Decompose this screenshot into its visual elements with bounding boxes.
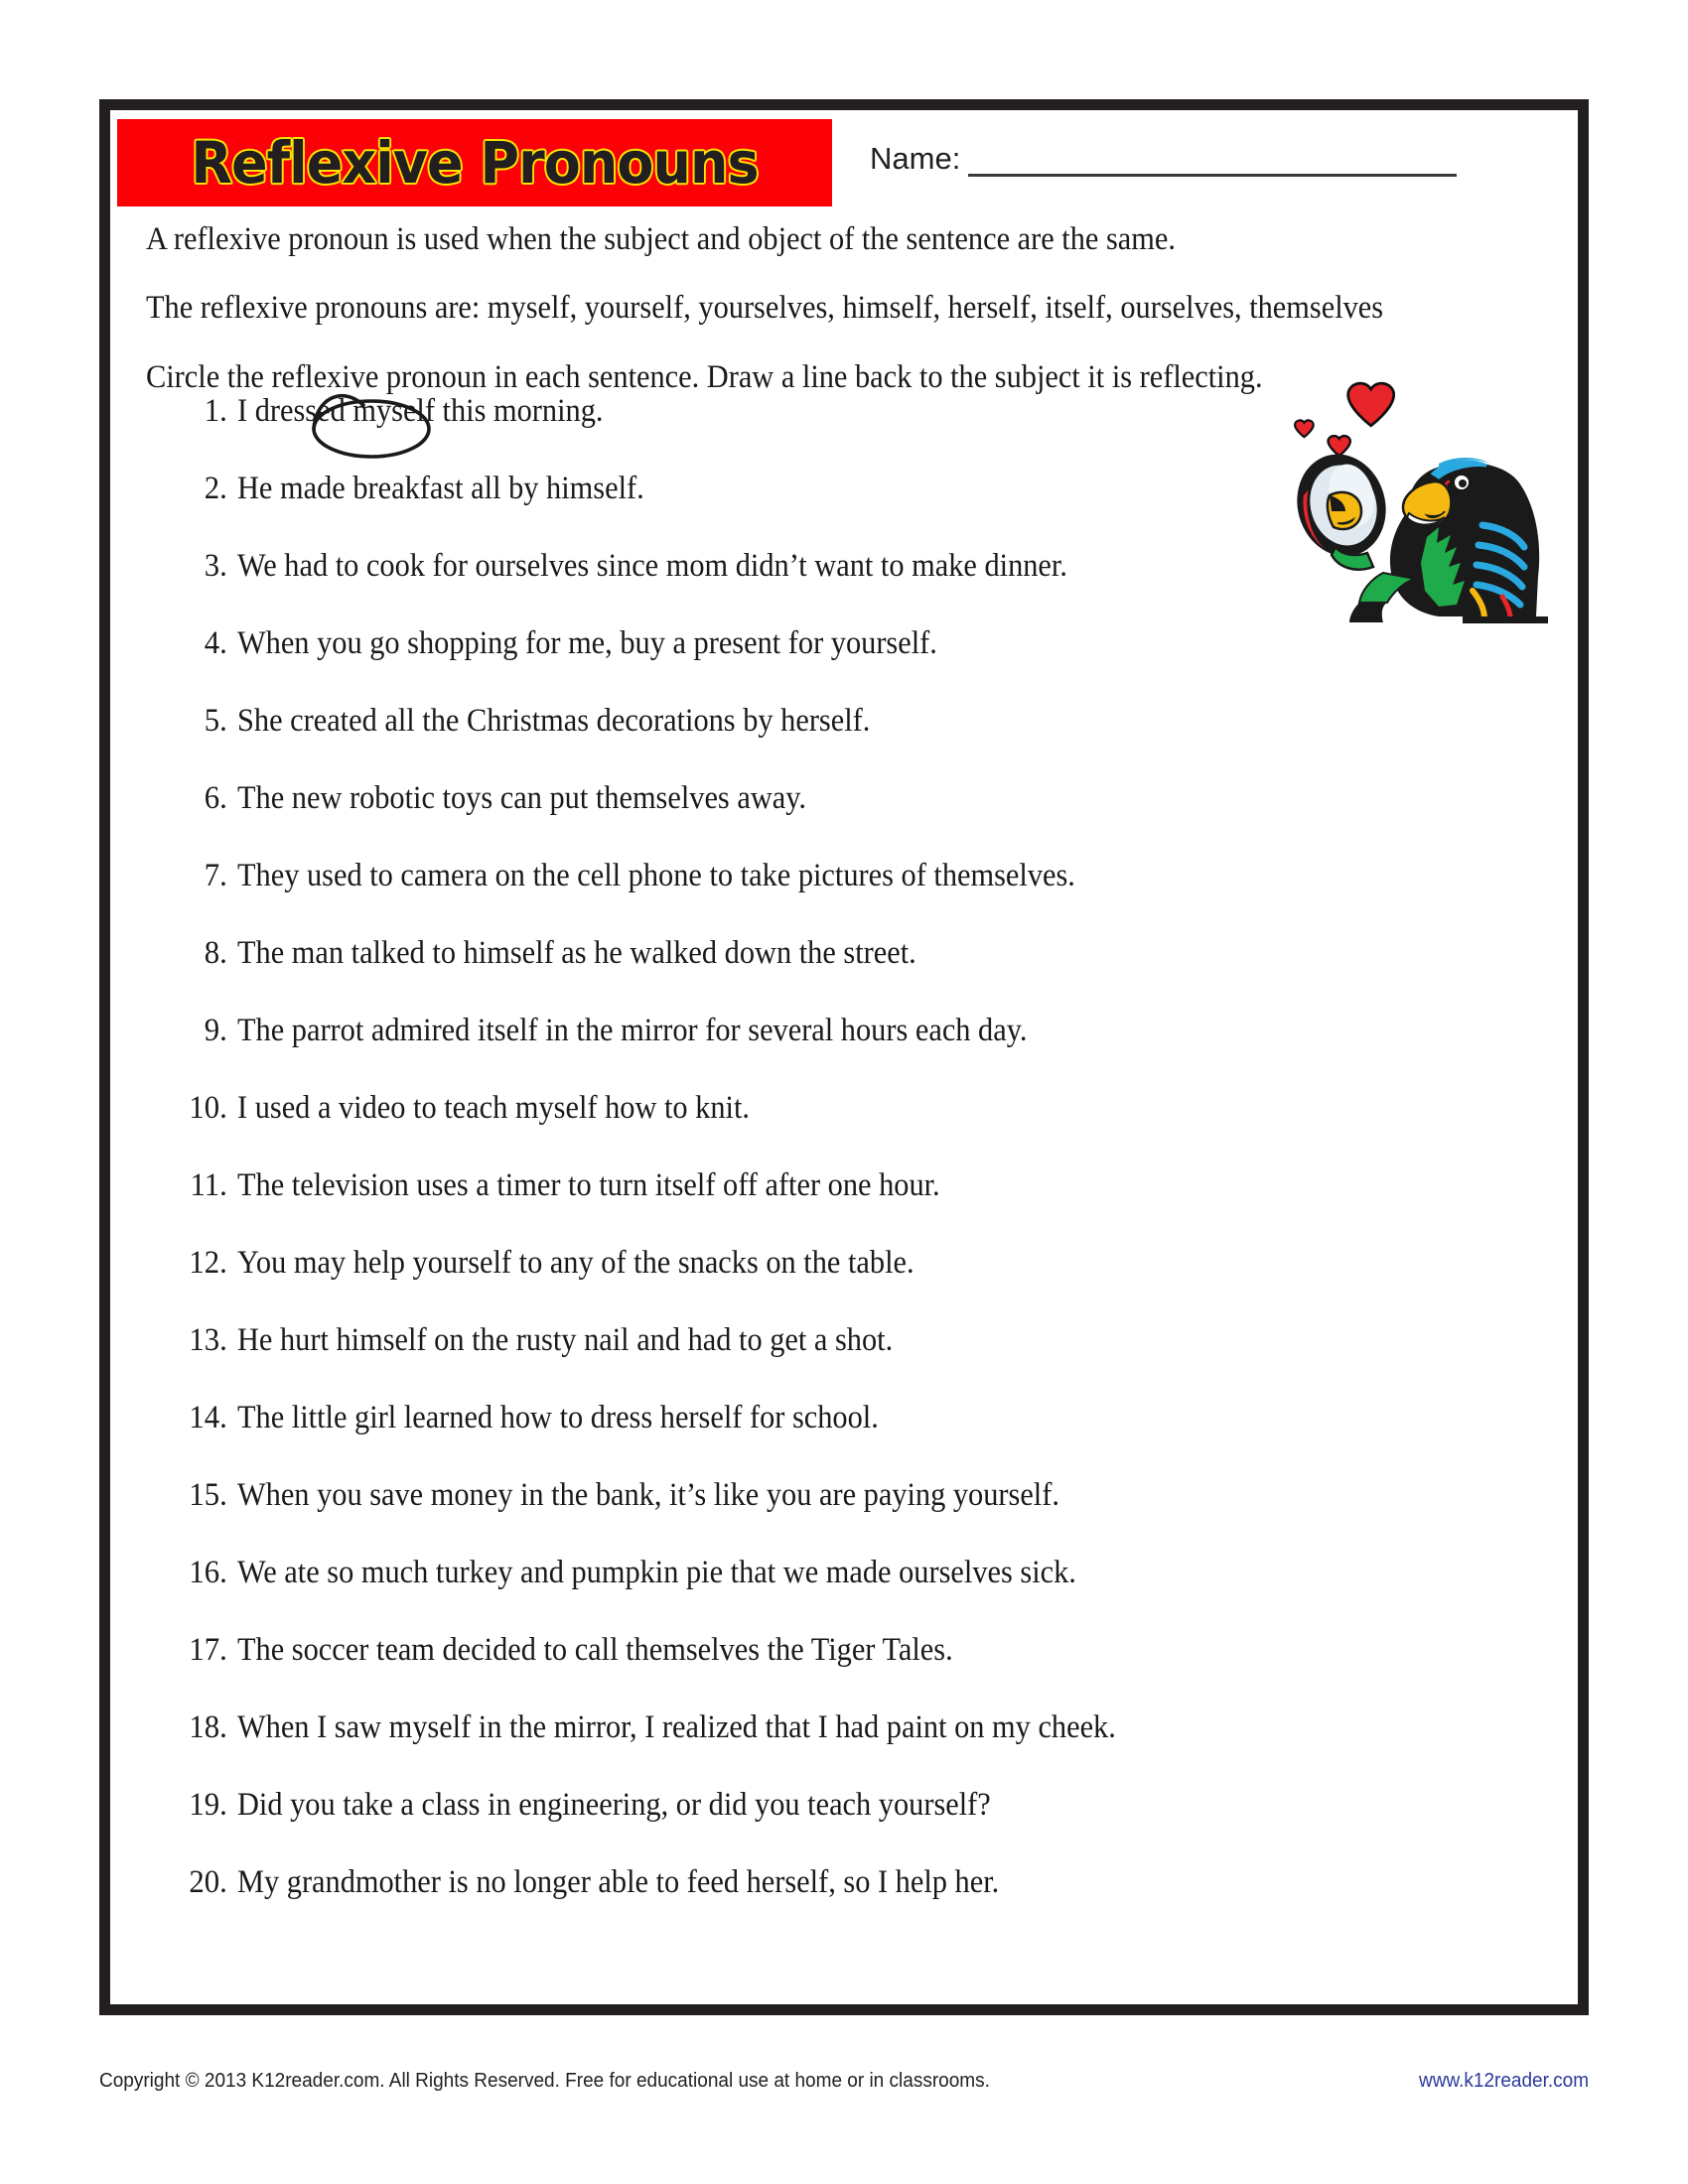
sentence-text: She created all the Christmas decorations by herself. [237,703,871,739]
sentence-number: 18. [189,1709,227,1745]
sentence-number: 4. [204,625,227,661]
sentence-item-2[interactable] [165,471,1535,548]
sentence-text: When I saw myself in the mirror, I realized that I had paint on my cheek. [237,1709,1116,1745]
sentence-text: I dressed myself this morning. [237,393,604,429]
sentence-item-6[interactable] [165,780,1535,858]
sentence-text: He hurt himself on the rusty nail and had to get a shot. [237,1322,894,1358]
sentence-item-10[interactable] [165,1090,1535,1167]
sentence-number: 8. [204,935,227,971]
sentence-item-19[interactable] [165,1787,1535,1864]
sentence-item-16[interactable] [165,1555,1535,1632]
sentence-item-8[interactable] [165,935,1535,1013]
sentence-text: The television uses a timer to turn itself off after one hour. [237,1167,940,1203]
sentence-number: 15. [189,1477,227,1513]
sentence-item-20[interactable] [165,1864,1535,1942]
sentence-item-18[interactable] [165,1709,1535,1787]
sentence-number: 17. [189,1632,227,1668]
worksheet-frame [99,99,1589,2015]
sentence-number: 6. [204,780,227,816]
sentence-item-3[interactable] [165,548,1535,625]
sentence-number: 11. [190,1167,227,1203]
sentence-number: 20. [189,1864,227,1900]
sentence-item-13[interactable] [165,1322,1535,1400]
sentence-text: He made breakfast all by himself. [237,471,644,506]
sentence-number: 19. [189,1787,227,1823]
intro-instruction: Circle the reflexive pronoun in each sentence. Draw a line back to the subject it is reflecting. [146,358,1263,395]
sentence-number: 2. [204,471,227,506]
sentence-item-11[interactable] [165,1167,1535,1245]
sentence-number: 9. [204,1013,227,1048]
title-banner [117,119,832,206]
sentence-text: My grandmother is no longer able to feed herself, so I help her. [237,1864,1000,1900]
sentence-item-1[interactable] [165,393,1535,471]
sentence-text: When you save money in the bank, it’s like you are paying yourself. [237,1477,1059,1513]
sentence-text: You may help yourself to any of the snacks on the table. [237,1245,914,1281]
page-title: Reflexive Pronouns [191,129,759,197]
worksheet-header [110,110,1578,219]
copyright-notice: Copyright © 2013 K12reader.com. All Rights Reserved. Free for educational use at home or in classrooms. [99,2070,990,2092]
website-link[interactable]: www.k12reader.com [1418,2070,1589,2092]
name-field-row [870,140,1457,177]
sentence-number: 1. [204,393,227,429]
intro-pronoun-list: The reflexive pronouns are: myself, yourself, yourselves, himself, herself, itself, ourselves, themselves [146,290,1384,327]
sentence-item-7[interactable] [165,858,1535,935]
sentence-text: When you go shopping for me, buy a present for yourself. [237,625,937,661]
sentence-number: 16. [189,1555,227,1590]
name-label: Name: [870,141,961,176]
sentence-item-9[interactable] [165,1013,1535,1090]
sentence-text: We had to cook for ourselves since mom didn’t want to make dinner. [237,548,1067,584]
sentence-text: The man talked to himself as he walked down the street. [237,935,916,971]
sentence-text: The little girl learned how to dress herself for school. [237,1400,879,1435]
sentence-item-15[interactable] [165,1477,1535,1555]
sentence-text: Did you take a class in engineering, or did you teach yourself? [237,1787,991,1823]
sentence-text: The soccer team decided to call themselves the Tiger Tales. [237,1632,953,1668]
sentence-number: 7. [204,858,227,893]
sentence-number: 14. [189,1400,227,1435]
sentence-number: 5. [204,703,227,739]
sentence-item-14[interactable] [165,1400,1535,1477]
name-input-line[interactable] [968,140,1457,177]
sentence-text: We ate so much turkey and pumpkin pie that we made ourselves sick. [237,1555,1076,1590]
sentence-text: The parrot admired itself in the mirror for several hours each day. [237,1013,1028,1048]
sentence-number: 13. [189,1322,227,1358]
page-footer [99,2070,1589,2093]
sentence-item-12[interactable] [165,1245,1535,1322]
sentence-item-4[interactable] [165,625,1535,703]
sentence-number: 3. [204,548,227,584]
sentence-text: The new robotic toys can put themselves away. [237,780,807,816]
sentence-text: They used to camera on the cell phone to take pictures of themselves. [237,858,1075,893]
sentence-number: 10. [189,1090,227,1126]
sentence-number: 12. [189,1245,227,1281]
sentence-item-17[interactable] [165,1632,1535,1709]
sentence-list [165,393,1535,1942]
sentence-text: I used a video to teach myself how to knit. [237,1090,751,1126]
intro-definition: A reflexive pronoun is used when the subject and object of the sentence are the same. [146,221,1176,257]
sentence-item-5[interactable] [165,703,1535,780]
